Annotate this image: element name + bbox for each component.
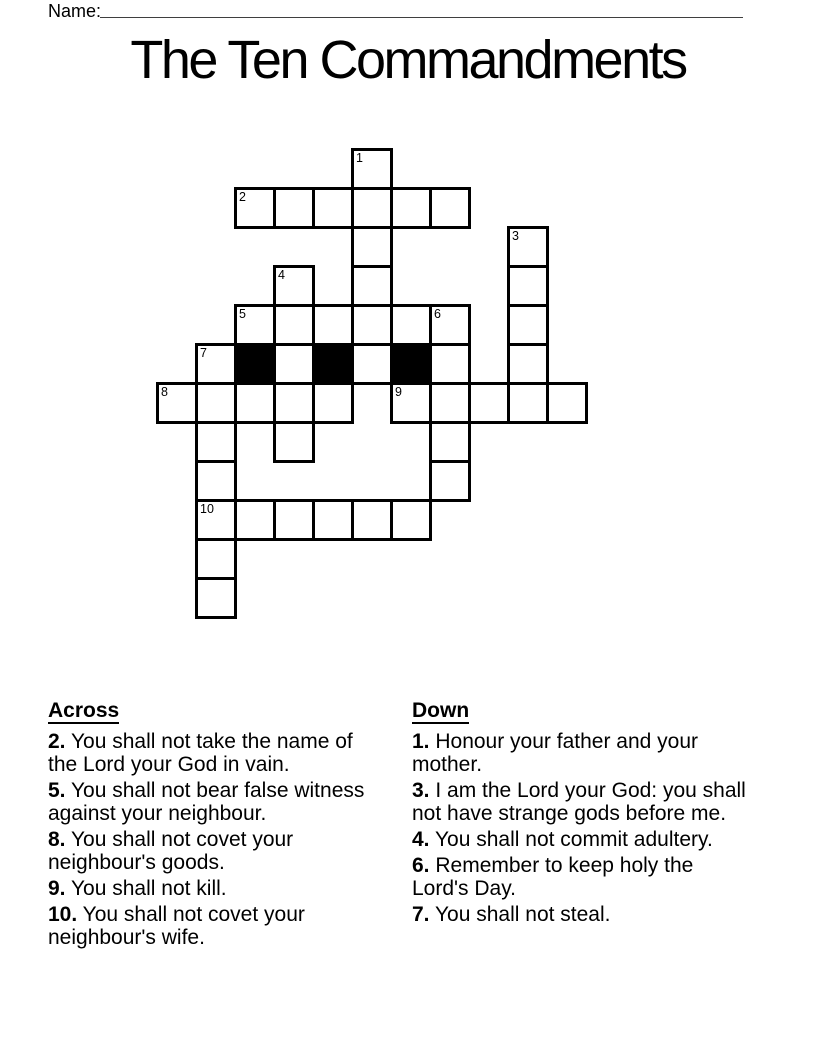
- grid-cell-r5c5[interactable]: [351, 343, 393, 385]
- grid-cell-r6c8[interactable]: [468, 382, 510, 424]
- grid-cell-r7c7[interactable]: [429, 421, 471, 463]
- down-heading: Down: [412, 699, 470, 722]
- grid-number-6: 6: [434, 307, 441, 321]
- grid-number-2: 2: [239, 190, 246, 204]
- grid-cell-r4c2[interactable]: [234, 304, 276, 346]
- clue-down-1: 1. Honour your father and your mother.: [412, 730, 699, 776]
- grid-cell-r5c1[interactable]: [195, 343, 237, 385]
- grid-cell-r9c2[interactable]: [234, 499, 276, 541]
- down-clues-list: [412, 730, 746, 926]
- grid-number-3: 3: [512, 229, 519, 243]
- across-clues-list: [48, 730, 366, 949]
- across-clues-section: [48, 699, 366, 952]
- grid-black-cell-r5c2: [234, 343, 276, 385]
- grid-cell-r6c7[interactable]: [429, 382, 471, 424]
- grid-cell-r4c4[interactable]: [312, 304, 354, 346]
- grid-cell-r4c7[interactable]: [429, 304, 471, 346]
- clue-number: 1.: [412, 730, 430, 753]
- grid-cell-r1c7[interactable]: [429, 187, 471, 229]
- grid-cell-r5c3[interactable]: [273, 343, 315, 385]
- grid-number-8: 8: [161, 385, 168, 399]
- grid-cell-r11c1[interactable]: [195, 577, 237, 619]
- grid-cell-r9c5[interactable]: [351, 499, 393, 541]
- grid-cell-r7c3[interactable]: [273, 421, 315, 463]
- clue-down-7: 7. You shall not steal.: [412, 903, 611, 926]
- grid-cell-r1c2[interactable]: [234, 187, 276, 229]
- grid-cell-r3c9[interactable]: [507, 265, 549, 307]
- grid-cell-r6c2[interactable]: [234, 382, 276, 424]
- clue-number: 5.: [48, 779, 66, 802]
- grid-cell-r6c0[interactable]: [156, 382, 198, 424]
- grid-cell-r1c4[interactable]: [312, 187, 354, 229]
- clue-across-5: 5. You shall not bear false witness against your neighbour.: [48, 779, 365, 825]
- grid-cell-r9c6[interactable]: [390, 499, 432, 541]
- grid-cell-r8c7[interactable]: [429, 460, 471, 502]
- clue-number: 6.: [412, 854, 430, 877]
- grid-number-7: 7: [200, 346, 207, 360]
- grid-number-10: 10: [200, 502, 214, 516]
- clue-number: 2.: [48, 730, 66, 753]
- page-title: The Ten Commandments: [130, 30, 686, 90]
- grid-cell-r10c1[interactable]: [195, 538, 237, 580]
- grid-cell-r4c5[interactable]: [351, 304, 393, 346]
- clue-across-10: 10. You shall not covet your neighbour's wife.: [48, 903, 305, 949]
- grid-cell-r5c7[interactable]: [429, 343, 471, 385]
- grid-cell-r1c3[interactable]: [273, 187, 315, 229]
- grid-cell-r5c9[interactable]: [507, 343, 549, 385]
- grid-cell-r3c5[interactable]: [351, 265, 393, 307]
- grid-black-cell-r5c6: [390, 343, 432, 385]
- clue-number: 8.: [48, 828, 66, 851]
- grid-cell-r6c3[interactable]: [273, 382, 315, 424]
- grid-cell-r9c4[interactable]: [312, 499, 354, 541]
- grid-cell-r9c3[interactable]: [273, 499, 315, 541]
- clue-down-4: 4. You shall not commit adultery.: [412, 828, 713, 851]
- grid-cell-r7c1[interactable]: [195, 421, 237, 463]
- clue-number: 4.: [412, 828, 430, 851]
- clue-across-9: 9. You shall not kill.: [48, 877, 227, 900]
- grid-cell-r0c5[interactable]: [351, 148, 393, 190]
- clue-down-6: 6. Remember to keep holy the Lord's Day.: [412, 854, 694, 900]
- clue-across-2: 2. You shall not take the name of the Lord your God in vain.: [48, 730, 353, 776]
- grid-cell-r1c5[interactable]: [351, 187, 393, 229]
- grid-cell-r4c3[interactable]: [273, 304, 315, 346]
- clue-number: 7.: [412, 903, 430, 926]
- grid-cell-r9c1[interactable]: [195, 499, 237, 541]
- grid-cell-r4c9[interactable]: [507, 304, 549, 346]
- grid-cell-r2c5[interactable]: [351, 226, 393, 268]
- clue-down-3: 3. I am the Lord your God: you shall not have strange gods before me.: [412, 779, 746, 825]
- grid-number-4: 4: [278, 268, 285, 282]
- clue-number: 3.: [412, 779, 430, 802]
- grid-cell-r8c1[interactable]: [195, 460, 237, 502]
- grid-cell-r3c3[interactable]: [273, 265, 315, 307]
- grid-black-cell-r5c4: [312, 343, 354, 385]
- grid-cell-r2c9[interactable]: [507, 226, 549, 268]
- clue-across-8: 8. You shall not covet your neighbour's goods.: [48, 828, 294, 874]
- down-clues-section: [412, 699, 746, 929]
- grid-cell-r1c6[interactable]: [390, 187, 432, 229]
- grid-number-5: 5: [239, 307, 246, 321]
- clue-number: 10.: [48, 903, 78, 926]
- grid-cell-r4c6[interactable]: [390, 304, 432, 346]
- grid-cell-r6c6[interactable]: [390, 382, 432, 424]
- grid-cell-r6c4[interactable]: [312, 382, 354, 424]
- grid-number-1: 1: [356, 151, 363, 165]
- name-label: Name:: [48, 1, 102, 21]
- clue-number: 9.: [48, 877, 66, 900]
- name-blank-line[interactable]: [100, 17, 743, 18]
- grid-cell-r6c10[interactable]: [546, 382, 588, 424]
- grid-number-9: 9: [395, 385, 402, 399]
- grid-cell-r6c1[interactable]: [195, 382, 237, 424]
- grid-cell-r6c9[interactable]: [507, 382, 549, 424]
- across-heading: Across: [48, 699, 120, 722]
